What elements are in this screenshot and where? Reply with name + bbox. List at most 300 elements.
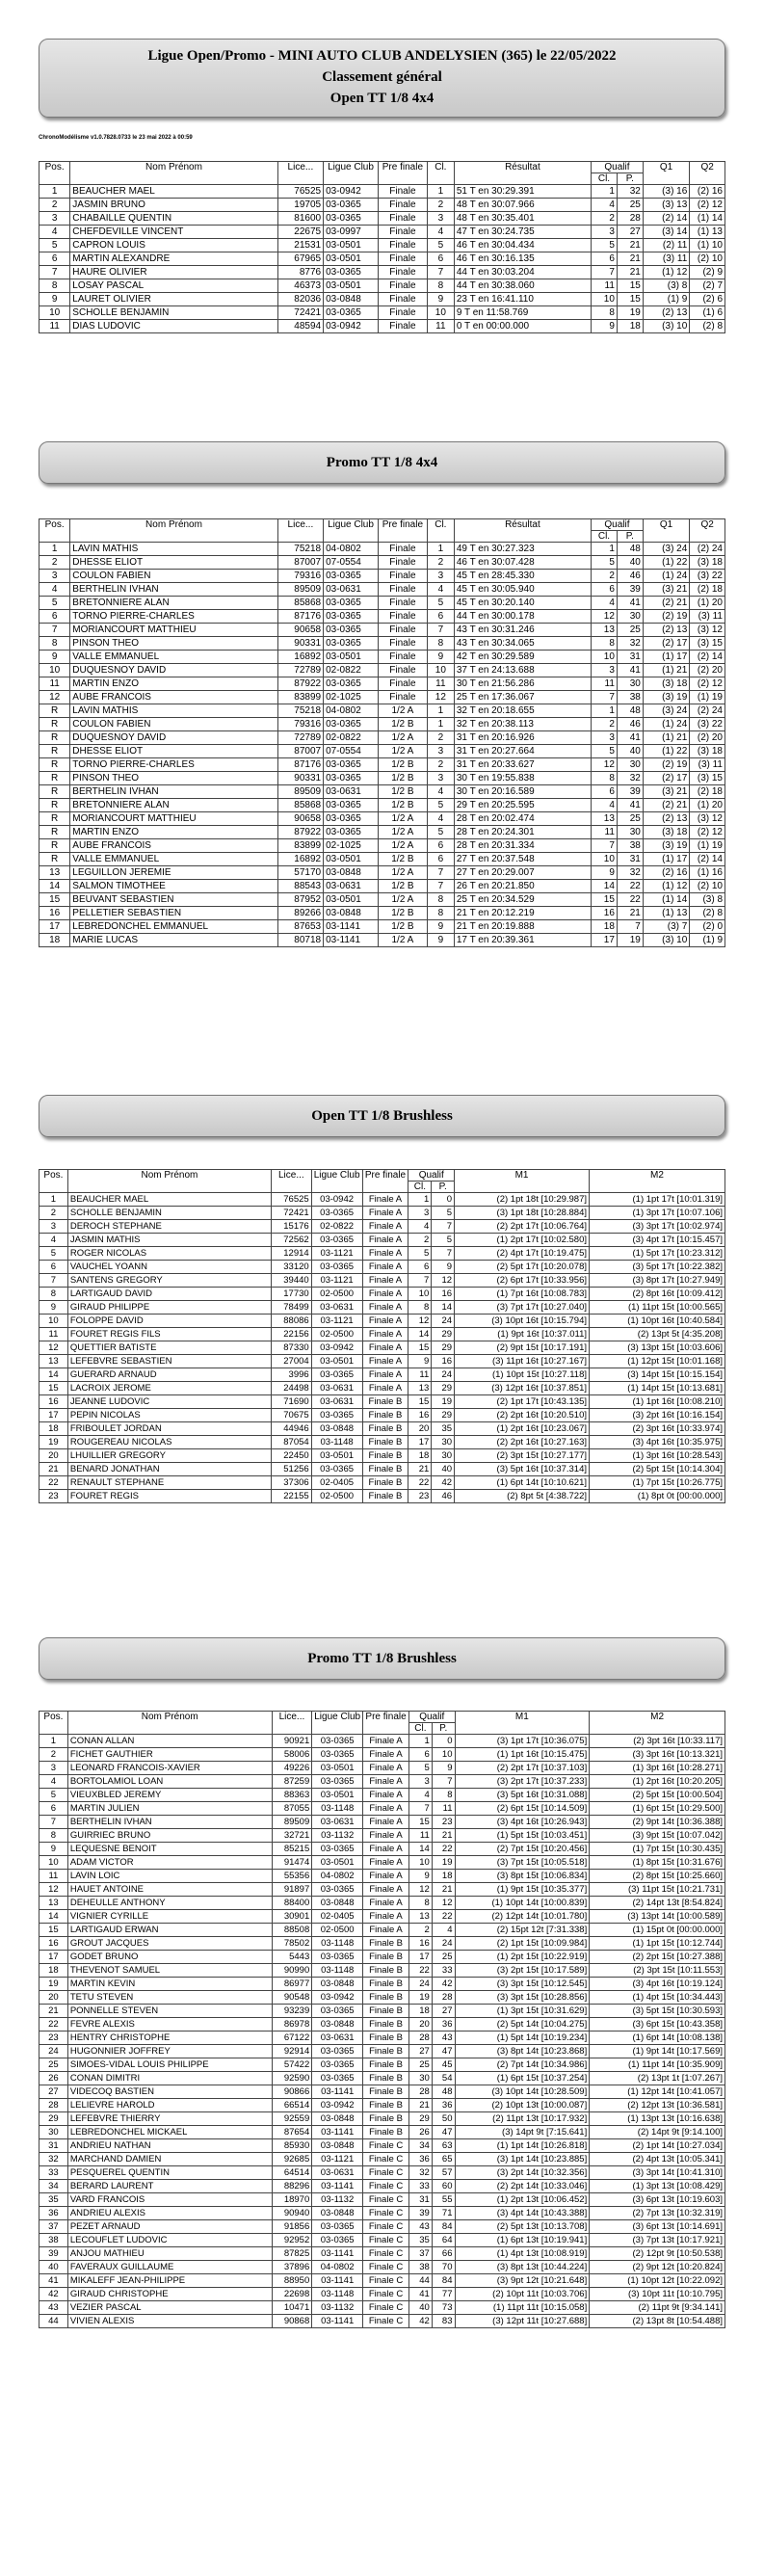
table-cell: 13: [592, 624, 618, 637]
table-cell: 12: [40, 1341, 68, 1355]
table-row: [40, 853, 725, 866]
table-cell: 03-0365: [311, 1261, 362, 1274]
table-row: [40, 1315, 725, 1328]
table-cell: 90990: [272, 1964, 312, 1978]
table-cell: Finale B: [363, 2045, 409, 2058]
table-cell: 03-0365: [324, 597, 379, 610]
table-cell: (3) 3pt 16t [10:13.321]: [590, 1748, 725, 1762]
table-cell: 72789: [277, 664, 323, 677]
table-cell: (2) 5pt 14t [10:04.275]: [455, 2018, 590, 2032]
table-cell: 24: [40, 2045, 68, 2058]
col-licence: Lice...: [277, 162, 323, 185]
table-cell: R: [40, 718, 70, 731]
table-row: [40, 2288, 725, 2301]
table-cell: 20: [409, 2018, 433, 2032]
table-cell: 02-0822: [324, 731, 379, 745]
table-cell: 02-0822: [311, 1220, 362, 1234]
table-cell: (1) 5pt 17t [10:23.312]: [590, 1247, 725, 1261]
table-cell: 11: [592, 826, 618, 839]
table-cell: (3) 1pt 17t [10:36.075]: [455, 1735, 590, 1748]
table-cell: 6: [40, 252, 70, 266]
table-row: [40, 1951, 725, 1964]
table-cell: 88296: [272, 2180, 312, 2193]
table-cell: 1/2 B: [378, 853, 427, 866]
table-cell: (3) 11pt 16t [10:27.167]: [455, 1355, 590, 1368]
table-cell: 48: [432, 2085, 455, 2099]
table-cell: (3) 4pt 14t [10:43.388]: [455, 2207, 590, 2220]
table-cell: R: [40, 812, 70, 826]
table-cell: 03-1132: [312, 2193, 363, 2207]
table-cell: 18: [409, 2005, 433, 2018]
table-cell: (3) 10: [643, 934, 689, 947]
table-cell: 85930: [272, 2139, 312, 2153]
table-cell: 18970: [272, 2193, 312, 2207]
table-cell: 03-0631: [311, 1301, 362, 1315]
table-row: [40, 826, 725, 839]
promo-brushless-title: Promo TT 1/8 Brushless: [307, 1651, 457, 1666]
table-cell: 03-0501: [324, 252, 379, 266]
table-cell: 39: [40, 2247, 68, 2261]
table-cell: 46: [432, 1490, 455, 1503]
table-cell: 3: [427, 745, 454, 758]
table-row: [40, 279, 725, 293]
table-cell: 7: [617, 920, 643, 934]
table-cell: Finale C: [363, 2207, 409, 2220]
table-cell: 15: [409, 1816, 433, 1829]
col-m1: M1: [455, 1170, 590, 1193]
table-cell: Finale: [378, 306, 427, 320]
table-row: [40, 556, 725, 570]
table-cell: 87055: [272, 1802, 312, 1816]
table-cell: (1) 7pt 15t [10:26.775]: [590, 1476, 725, 1490]
table-cell: COULON FABIEN: [70, 570, 277, 583]
table-cell: 22: [409, 1964, 433, 1978]
table-cell: Finale: [378, 556, 427, 570]
table-cell: 03-0365: [311, 1368, 362, 1382]
table-cell: Finale C: [363, 2274, 409, 2288]
table-cell: 03-0365: [312, 1775, 363, 1789]
table-cell: 39440: [271, 1274, 311, 1288]
table-cell: (2) 20: [690, 664, 725, 677]
table-cell: 90331: [277, 772, 323, 785]
table-cell: 29: [432, 1328, 455, 1341]
table-cell: 87330: [271, 1341, 311, 1355]
table-cell: 37 T en 24:13.688: [454, 664, 591, 677]
table-cell: 21: [408, 1463, 432, 1476]
table-cell: 88543: [277, 880, 323, 893]
table-row: [40, 1288, 725, 1301]
table-cell: 63: [432, 2139, 455, 2153]
table-cell: Finale C: [363, 2261, 409, 2274]
table-cell: 16: [40, 1937, 68, 1951]
table-cell: Finale C: [363, 2315, 409, 2328]
table-cell: 7: [40, 624, 70, 637]
table-cell: Finale C: [363, 2247, 409, 2261]
table-cell: MARTIN ENZO: [70, 826, 277, 839]
table-cell: 15: [617, 279, 643, 293]
table-cell: (2) 6pt 15t [10:14.509]: [455, 1802, 590, 1816]
table-cell: 83899: [277, 691, 323, 704]
table-cell: R: [40, 704, 70, 718]
table-cell: LAVIN LOIC: [67, 1870, 272, 1883]
table-cell: (3) 14: [643, 226, 689, 239]
table-cell: (3) 19: [643, 839, 689, 853]
table-cell: Finale: [378, 226, 427, 239]
table-cell: (1) 20: [690, 597, 725, 610]
table-cell: 03-0365: [311, 1207, 362, 1220]
table-cell: 11: [427, 677, 454, 691]
table-cell: (1) 15pt 0t [00:00.000]: [590, 1924, 725, 1937]
table-cell: 21: [432, 1829, 455, 1843]
table-cell: Finale A: [362, 1193, 408, 1207]
col-q1: Q1: [643, 162, 689, 185]
software-credit: ChronoModélisme v1.0.7828.0733 le 23 mai 2022 à 00:59: [39, 135, 193, 141]
table-cell: 85215: [272, 1843, 312, 1856]
table-cell: 8: [592, 772, 618, 785]
table-cell: 5: [592, 239, 618, 252]
table-cell: (1) 12pt 15t [10:01.168]: [590, 1355, 725, 1368]
table-cell: VEZIER PASCAL: [67, 2301, 272, 2315]
table-cell: 19: [432, 1856, 455, 1870]
col-licence: Lice...: [271, 1170, 311, 1193]
table-cell: 8: [40, 279, 70, 293]
table-cell: 15: [40, 1924, 68, 1937]
open-brushless-banner: [39, 1095, 725, 1137]
table-cell: Finale A: [363, 1883, 409, 1897]
table-cell: Finale B: [362, 1395, 408, 1409]
table-cell: Finale: [378, 664, 427, 677]
table-cell: LARTIGAUD DAVID: [67, 1288, 271, 1301]
table-cell: 25 T en 17:36.067: [454, 691, 591, 704]
table-cell: R: [40, 785, 70, 799]
table-cell: 03-1141: [312, 2274, 363, 2288]
table-cell: 7: [432, 1220, 455, 1234]
table-cell: 2: [427, 556, 454, 570]
table-cell: 03-0501: [312, 1762, 363, 1775]
col-qualif: Qualif: [409, 1712, 455, 1723]
table-cell: 17: [40, 1409, 68, 1422]
table-row: [40, 1274, 725, 1288]
table-cell: 5: [427, 799, 454, 812]
table-cell: (2) 0: [690, 920, 725, 934]
table-cell: 7: [408, 1274, 432, 1288]
table-cell: 39: [617, 785, 643, 799]
table-cell: 22: [40, 2018, 68, 2032]
table-cell: 32: [617, 772, 643, 785]
table-cell: 29 T en 20:25.595: [454, 799, 591, 812]
table-cell: (3) 19: [643, 691, 689, 704]
table-cell: 03-0365: [312, 1883, 363, 1897]
table-cell: 15: [40, 893, 70, 907]
table-cell: 29: [432, 1409, 455, 1422]
table-cell: Finale A: [362, 1247, 408, 1261]
table-cell: PONNELLE STEVEN: [67, 2005, 272, 2018]
table-cell: 2: [40, 1207, 68, 1220]
table-cell: 3: [40, 570, 70, 583]
table-cell: Finale B: [362, 1422, 408, 1436]
table-cell: MARTIN KEVIN: [67, 1978, 272, 1991]
table-cell: 1/2 B: [378, 907, 427, 920]
table-cell: 03-0848: [312, 2139, 363, 2153]
table-cell: 03-0365: [312, 2058, 363, 2072]
table-cell: 21 T en 20:19.888: [454, 920, 591, 934]
table-cell: 89266: [277, 907, 323, 920]
table-cell: 03-0365: [324, 266, 379, 279]
table-row: [40, 745, 725, 758]
table-cell: 92952: [272, 2234, 312, 2247]
table-cell: 22698: [272, 2288, 312, 2301]
table-cell: Finale: [378, 252, 427, 266]
table-cell: 03-0365: [312, 1748, 363, 1762]
table-cell: VALLE EMMANUEL: [70, 651, 277, 664]
table-row: [40, 1735, 725, 1748]
table-cell: 4: [592, 199, 618, 212]
table-cell: FRIBOULET JORDAN: [67, 1422, 271, 1436]
table-cell: 11: [40, 1870, 68, 1883]
table-cell: 4: [427, 583, 454, 597]
table-cell: 45: [432, 2058, 455, 2072]
table-cell: (1) 12: [643, 266, 689, 279]
table-cell: 6: [408, 1261, 432, 1274]
col-q2: Q2: [690, 519, 725, 543]
table-cell: (3) 15: [690, 772, 725, 785]
table-cell: 48: [617, 704, 643, 718]
table-cell: (2) 10pt 11t [10:03.706]: [455, 2288, 590, 2301]
table-cell: 75218: [277, 543, 323, 556]
table-cell: (1) 2pt 17t [10:02.580]: [455, 1234, 590, 1247]
table-cell: (2) 15pt 12t [7:31.338]: [455, 1924, 590, 1937]
table-cell: 46373: [277, 279, 323, 293]
table-cell: 4: [40, 1234, 68, 1247]
table-cell: 9: [592, 320, 618, 333]
table-cell: 72789: [277, 731, 323, 745]
table-row: [40, 920, 725, 934]
table-row: [40, 1382, 725, 1395]
table-cell: 5: [40, 1789, 68, 1802]
table-cell: HENTRY CHRISTOPHE: [67, 2032, 272, 2045]
table-cell: (2) 1pt 17t [10:43.135]: [455, 1395, 590, 1409]
table-cell: (2) 14pt 13t [8:54.824]: [590, 1897, 725, 1910]
table-cell: 33: [409, 2180, 433, 2193]
table-row: [40, 1368, 725, 1382]
table-row: [40, 2099, 725, 2112]
table-cell: 85868: [277, 799, 323, 812]
table-cell: 9: [427, 651, 454, 664]
table-cell: (1) 21: [643, 664, 689, 677]
table-cell: 87176: [277, 758, 323, 772]
table-cell: 1: [40, 1735, 68, 1748]
table-cell: (3) 10pt 14t [10:28.509]: [455, 2085, 590, 2099]
table-cell: (1) 9pt 16t [10:37.011]: [455, 1328, 590, 1341]
table-row: [40, 1395, 725, 1409]
table-cell: 42: [409, 2315, 433, 2328]
table-cell: 46: [617, 570, 643, 583]
table-cell: R: [40, 758, 70, 772]
table-cell: 30: [617, 758, 643, 772]
table-cell: (3) 13: [643, 199, 689, 212]
table-cell: 17: [408, 1436, 432, 1449]
table-cell: ADAM VICTOR: [67, 1856, 272, 1870]
table-cell: 0 T en 00:00.000: [454, 320, 591, 333]
table-cell: JASMIN MATHIS: [67, 1234, 271, 1247]
table-cell: 10: [409, 1856, 433, 1870]
table-cell: 18: [40, 934, 70, 947]
table-row: [40, 1449, 725, 1463]
table-cell: 16: [592, 907, 618, 920]
table-cell: 42: [40, 2288, 68, 2301]
table-cell: 03-1141: [312, 2247, 363, 2261]
table-cell: 03-0365: [312, 1843, 363, 1856]
table-cell: 10471: [272, 2301, 312, 2315]
table-cell: Finale A: [363, 1843, 409, 1856]
table-cell: 21: [409, 2099, 433, 2112]
table-cell: 04-0802: [324, 704, 379, 718]
table-row: [40, 597, 725, 610]
table-cell: (3) 21: [643, 583, 689, 597]
table-cell: Finale: [378, 279, 427, 293]
table-cell: 87176: [277, 610, 323, 624]
table-cell: PESQUEREL QUENTIN: [67, 2166, 272, 2180]
table-cell: 32: [617, 637, 643, 651]
table-cell: 9: [427, 293, 454, 306]
table-cell: FOURET REGIS FILS: [67, 1328, 271, 1341]
table-cell: 12: [409, 1883, 433, 1897]
table-cell: 39: [617, 583, 643, 597]
table-cell: (2) 8: [690, 320, 725, 333]
table-cell: 7: [427, 266, 454, 279]
table-cell: 5: [432, 1234, 455, 1247]
table-cell: 82036: [277, 293, 323, 306]
table-cell: 27004: [271, 1355, 311, 1368]
table-row: [40, 839, 725, 853]
table-cell: 12: [427, 691, 454, 704]
table-row: [40, 2018, 725, 2032]
table-cell: 22: [617, 880, 643, 893]
table-row: [40, 1775, 725, 1789]
table-cell: 02-0405: [312, 1910, 363, 1924]
col-pos: Pos.: [40, 1170, 68, 1193]
table-cell: 29: [40, 2112, 68, 2126]
table-cell: 85868: [277, 597, 323, 610]
table-cell: LARTIGAUD ERWAN: [67, 1924, 272, 1937]
table-cell: Finale: [378, 677, 427, 691]
table-cell: (2) 18: [690, 785, 725, 799]
table-cell: R: [40, 853, 70, 866]
table-cell: 8: [427, 893, 454, 907]
table-cell: 15: [40, 1382, 68, 1395]
table-cell: 21: [40, 1463, 68, 1476]
table-cell: 38: [40, 2234, 68, 2247]
table-cell: 88363: [272, 1789, 312, 1802]
table-cell: 03-0501: [311, 1449, 362, 1463]
table-cell: 81600: [277, 212, 323, 226]
table-row: [40, 934, 725, 947]
table-cell: (1) 6pt 13t [10:19.941]: [455, 2234, 590, 2247]
table-cell: 64: [432, 2234, 455, 2247]
promo-brushless-table: [39, 1711, 725, 2328]
table-cell: (1) 3pt 15t [10:31.629]: [455, 2005, 590, 2018]
table-cell: 84: [432, 2220, 455, 2234]
table-cell: Finale B: [362, 1449, 408, 1463]
table-row: [40, 1789, 725, 1802]
table-cell: 03-0848: [312, 2207, 363, 2220]
table-cell: 26: [409, 2126, 433, 2139]
table-cell: 03-0365: [324, 758, 379, 772]
table-cell: (1) 7pt 16t [10:08.783]: [455, 1288, 590, 1301]
table-cell: 27: [617, 226, 643, 239]
table-cell: (2) 16: [690, 185, 725, 199]
table-cell: 43 T en 30:31.246: [454, 624, 591, 637]
table-cell: 37: [409, 2247, 433, 2261]
table-cell: 5: [592, 556, 618, 570]
table-cell: (2) 12: [690, 677, 725, 691]
table-cell: 44 T en 30:03.204: [454, 266, 591, 279]
table-cell: (3) 8pt 14t [10:23.868]: [455, 2045, 590, 2058]
table-cell: 9: [432, 1762, 455, 1775]
table-cell: 9: [427, 934, 454, 947]
table-cell: 24: [409, 1978, 433, 1991]
table-cell: 25: [409, 2058, 433, 2072]
table-cell: LECOUFLET LUDOVIC: [67, 2234, 272, 2247]
table-cell: 03-0848: [324, 866, 379, 880]
table-cell: 03-0631: [312, 1816, 363, 1829]
table-cell: 45 T en 30:20.140: [454, 597, 591, 610]
table-cell: 90658: [277, 624, 323, 637]
table-row: [40, 1234, 725, 1247]
table-cell: 43: [409, 2220, 433, 2234]
table-cell: 03-1132: [312, 1829, 363, 1843]
table-cell: 1/2 A: [378, 704, 427, 718]
table-cell: 03-0848: [312, 2018, 363, 2032]
table-cell: 03-1141: [312, 2315, 363, 2328]
table-cell: 16: [408, 1409, 432, 1422]
table-cell: 6: [427, 853, 454, 866]
table-cell: 1/2 B: [378, 758, 427, 772]
table-row: [40, 799, 725, 812]
table-row: [40, 624, 725, 637]
table-cell: 03-0365: [324, 799, 379, 812]
table-cell: DUQUESNOY DAVID: [70, 664, 277, 677]
table-cell: 32 T en 20:38.113: [454, 718, 591, 731]
table-row: [40, 1355, 725, 1368]
table-cell: Finale C: [363, 2193, 409, 2207]
table-cell: MARIE LUCAS: [70, 934, 277, 947]
table-row: [40, 2072, 725, 2085]
table-cell: 72421: [271, 1207, 311, 1220]
table-cell: (1) 12pt 14t [10:41.057]: [590, 2085, 725, 2099]
table-cell: (1) 2pt 15t [10:22.919]: [455, 1951, 590, 1964]
table-cell: 2: [592, 570, 618, 583]
table-cell: 87922: [277, 677, 323, 691]
table-cell: 27 T en 20:29.007: [454, 866, 591, 880]
table-cell: 1: [40, 543, 70, 556]
table-cell: 48594: [277, 320, 323, 333]
table-row: [40, 1490, 725, 1503]
table-cell: (2) 2pt 16t [10:20.510]: [455, 1409, 590, 1422]
table-cell: PEPIN NICOLAS: [67, 1409, 271, 1422]
table-cell: 44: [409, 2274, 433, 2288]
table-cell: 03-0365: [312, 2005, 363, 2018]
table-cell: ROGER NICOLAS: [67, 1247, 271, 1261]
table-cell: 07-0554: [324, 556, 379, 570]
table-cell: 90868: [272, 2315, 312, 2328]
table-row: [40, 543, 725, 556]
table-cell: 03-0501: [312, 1789, 363, 1802]
table-cell: 1: [40, 185, 70, 199]
table-cell: 26 T en 20:21.850: [454, 880, 591, 893]
table-row: [40, 2301, 725, 2315]
table-row: [40, 2153, 725, 2166]
